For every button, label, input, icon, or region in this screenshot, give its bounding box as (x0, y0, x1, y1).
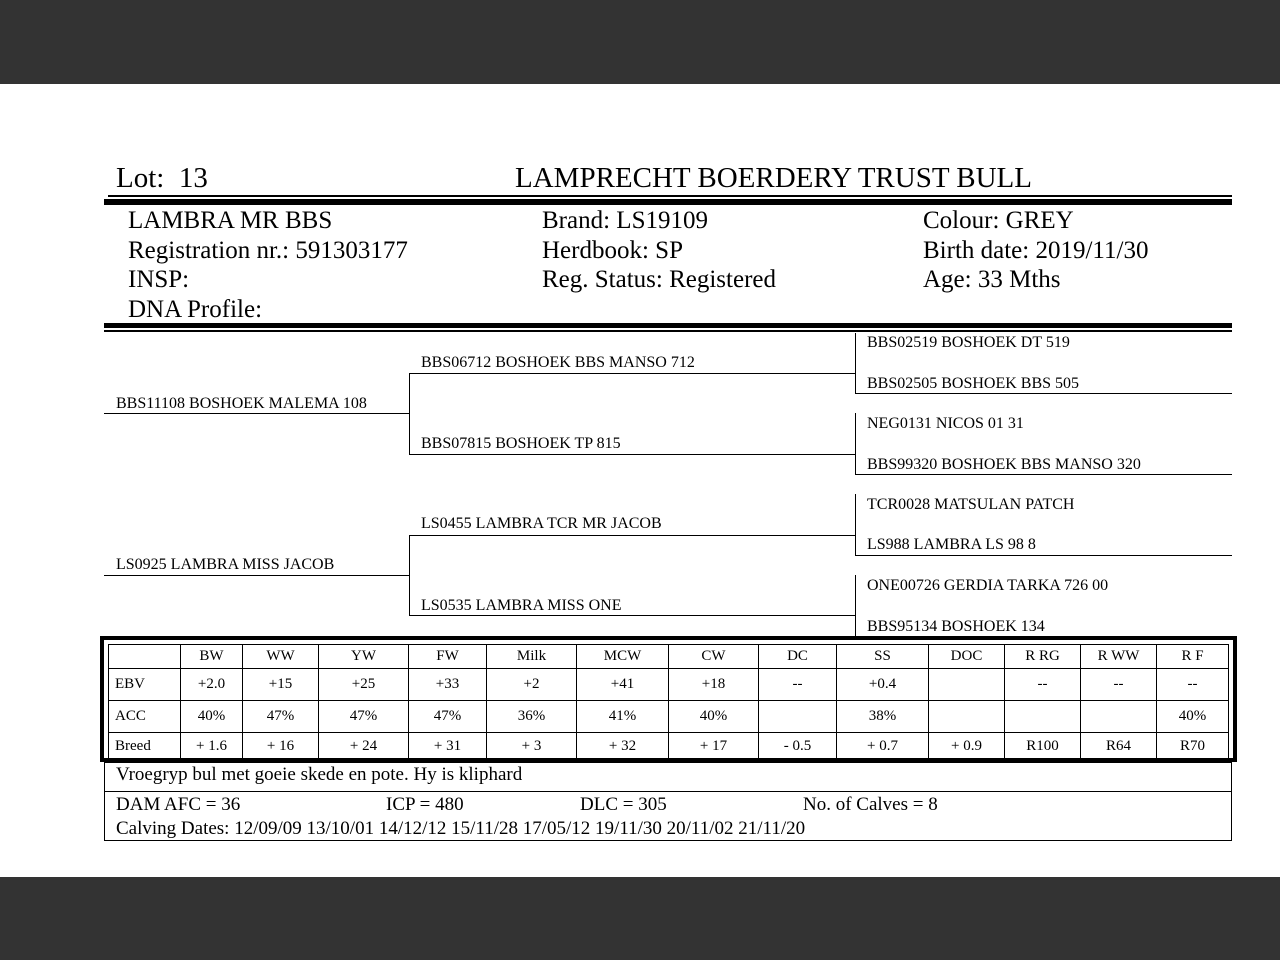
table-cell: +15 (243, 669, 319, 701)
dam-calves: No. of Calves = 8 (803, 794, 938, 815)
age-field: Age: 33 Mths (923, 266, 1061, 293)
dam-sire-line (409, 535, 855, 536)
comment-text: Vroegryp bul met goeie skede en pote. Hy is kliphard (116, 764, 523, 785)
table-cell: 38% (837, 701, 929, 733)
col-header: MCW (577, 645, 669, 669)
col-header: R WW (1081, 645, 1157, 669)
table-cell: -- (1005, 669, 1081, 701)
header-rule-thin (108, 195, 1232, 197)
col-header: CW (669, 645, 759, 669)
table-cell: 41% (577, 701, 669, 733)
table-cell: +33 (409, 669, 487, 701)
dam-dlc: DLC = 305 (580, 794, 667, 815)
dam-icp: ICP = 480 (386, 794, 464, 815)
info-rule-thin (104, 330, 1232, 332)
pedigree-g3-3: NEG0131 NICOS 01 31 (867, 415, 1024, 432)
calving-dates: Calving Dates: 12/09/09 13/10/01 14/12/12 15/11/28 17/05/12 19/11/30 20/11/02 21/11/20 (116, 818, 806, 839)
pedigree-g3-1: BBS02519 BOSHOEK DT 519 (867, 334, 1070, 351)
table-cell: + 0.9 (929, 733, 1005, 761)
col-header: FW (409, 645, 487, 669)
g3-line-2 (855, 393, 1232, 394)
table-cell: + 31 (409, 733, 487, 761)
birth-date-field: Birth date: 2019/11/30 (923, 237, 1149, 264)
pedigree-sire-dam: BBS07815 BOSHOEK TP 815 (421, 435, 621, 452)
pedigree-g3-8: BBS95134 BOSHOEK 134 (867, 618, 1045, 635)
lot-label: Lot: 13 (116, 162, 208, 194)
table-cell: + 16 (243, 733, 319, 761)
dam-line (104, 575, 409, 576)
table-cell: + 3 (487, 733, 577, 761)
table-cell (759, 701, 837, 733)
table-cell: -- (1157, 669, 1229, 701)
col-header: Milk (487, 645, 577, 669)
sire-sire-line (409, 373, 855, 374)
info-rule-thick (104, 323, 1232, 328)
ebv-header-row (109, 645, 1229, 669)
col-header: BW (181, 645, 243, 669)
pedigree-g3-5: TCR0028 MATSULAN PATCH (867, 496, 1075, 513)
table-cell: + 32 (577, 733, 669, 761)
table-cell: 40% (1157, 701, 1229, 733)
table-cell: R100 (1005, 733, 1081, 761)
col-header: YW (319, 645, 409, 669)
pedigree-g3-4: BBS99320 BOSHOEK BBS MANSO 320 (867, 456, 1141, 473)
registration-number: Registration nr.: 591303177 (128, 237, 408, 264)
col-header: SS (837, 645, 929, 669)
table-cell: + 17 (669, 733, 759, 761)
animal-name: LAMBRA MR BBS (128, 207, 333, 234)
pedigree-sire-sire: BBS06712 BOSHOEK BBS MANSO 712 (421, 354, 695, 371)
table-cell: 36% (487, 701, 577, 733)
table-cell (929, 669, 1005, 701)
insp-field: INSP: (128, 266, 190, 293)
table-cell: 40% (669, 701, 759, 733)
table-cell: + 24 (319, 733, 409, 761)
table-cell: + 0.7 (837, 733, 929, 761)
table-cell: +18 (669, 669, 759, 701)
sire-line (104, 413, 409, 414)
pedigree-g3-2: BBS02505 BOSHOEK BBS 505 (867, 375, 1080, 392)
colour-field: Colour: GREY (923, 207, 1074, 234)
pedigree-g3-6: LS988 LAMBRA LS 98 8 (867, 536, 1036, 553)
row-label: Breed (109, 733, 181, 761)
g3-line-4 (855, 474, 1232, 475)
col-header: R RG (1005, 645, 1081, 669)
herdbook-field: Herdbook: SP (542, 237, 683, 264)
sire-dam-line (409, 454, 855, 455)
table-cell: 40% (181, 701, 243, 733)
reg-status-field: Reg. Status: Registered (542, 266, 776, 293)
table-cell: R64 (1081, 733, 1157, 761)
pedigree-dam: LS0925 LAMBRA MISS JACOB (116, 556, 335, 573)
top-letterbox-bar (0, 0, 1280, 84)
table-row (109, 733, 1229, 761)
pedigree-sire: BBS11108 BOSHOEK MALEMA 108 (116, 395, 367, 412)
brand-field: Brand: LS19109 (542, 207, 708, 234)
table-cell (1005, 701, 1081, 733)
ebv-corner (109, 645, 181, 669)
pedigree-g3-7: ONE00726 GERDIA TARKA 726 00 (867, 577, 1109, 594)
bottom-letterbox-bar (0, 877, 1280, 960)
table-cell (1081, 701, 1157, 733)
table-cell: -- (1081, 669, 1157, 701)
sire-bracket (409, 373, 410, 455)
page-title: LAMPRECHT BOERDERY TRUST BULL (515, 162, 1032, 194)
table-cell: +41 (577, 669, 669, 701)
row-label: EBV (109, 669, 181, 701)
g3-bracket-1 (855, 333, 856, 393)
table-cell: 47% (243, 701, 319, 733)
col-header: DC (759, 645, 837, 669)
dam-bracket (409, 535, 410, 616)
pedigree-dam-dam: LS0535 LAMBRA MISS ONE (421, 597, 622, 614)
g3-bracket-4 (855, 575, 856, 636)
g3-bracket-2 (855, 413, 856, 474)
table-cell: 47% (409, 701, 487, 733)
col-header: R F (1157, 645, 1229, 669)
lot-number: 13 (178, 162, 208, 194)
table-cell: + 1.6 (181, 733, 243, 761)
table-cell: 47% (319, 701, 409, 733)
g3-bracket-3 (855, 494, 856, 555)
col-header: WW (243, 645, 319, 669)
table-cell: +0.4 (837, 669, 929, 701)
table-row (109, 669, 1229, 701)
table-cell: +25 (319, 669, 409, 701)
table-row (109, 701, 1229, 733)
ebv-table (108, 644, 1229, 761)
dam-dam-line (409, 615, 855, 616)
table-cell: +2.0 (181, 669, 243, 701)
table-cell (929, 701, 1005, 733)
table-cell: +2 (487, 669, 577, 701)
pedigree-dam-sire: LS0455 LAMBRA TCR MR JACOB (421, 515, 662, 532)
g3-line-6 (855, 555, 1232, 556)
table-cell: R70 (1157, 733, 1229, 761)
table-cell: -- (759, 669, 837, 701)
col-header: DOC (929, 645, 1005, 669)
header-rule-thick (104, 199, 1232, 205)
dam-afc: DAM AFC = 36 (116, 794, 241, 815)
dna-profile-field: DNA Profile: (128, 296, 263, 323)
table-cell: - 0.5 (759, 733, 837, 761)
row-label: ACC (109, 701, 181, 733)
